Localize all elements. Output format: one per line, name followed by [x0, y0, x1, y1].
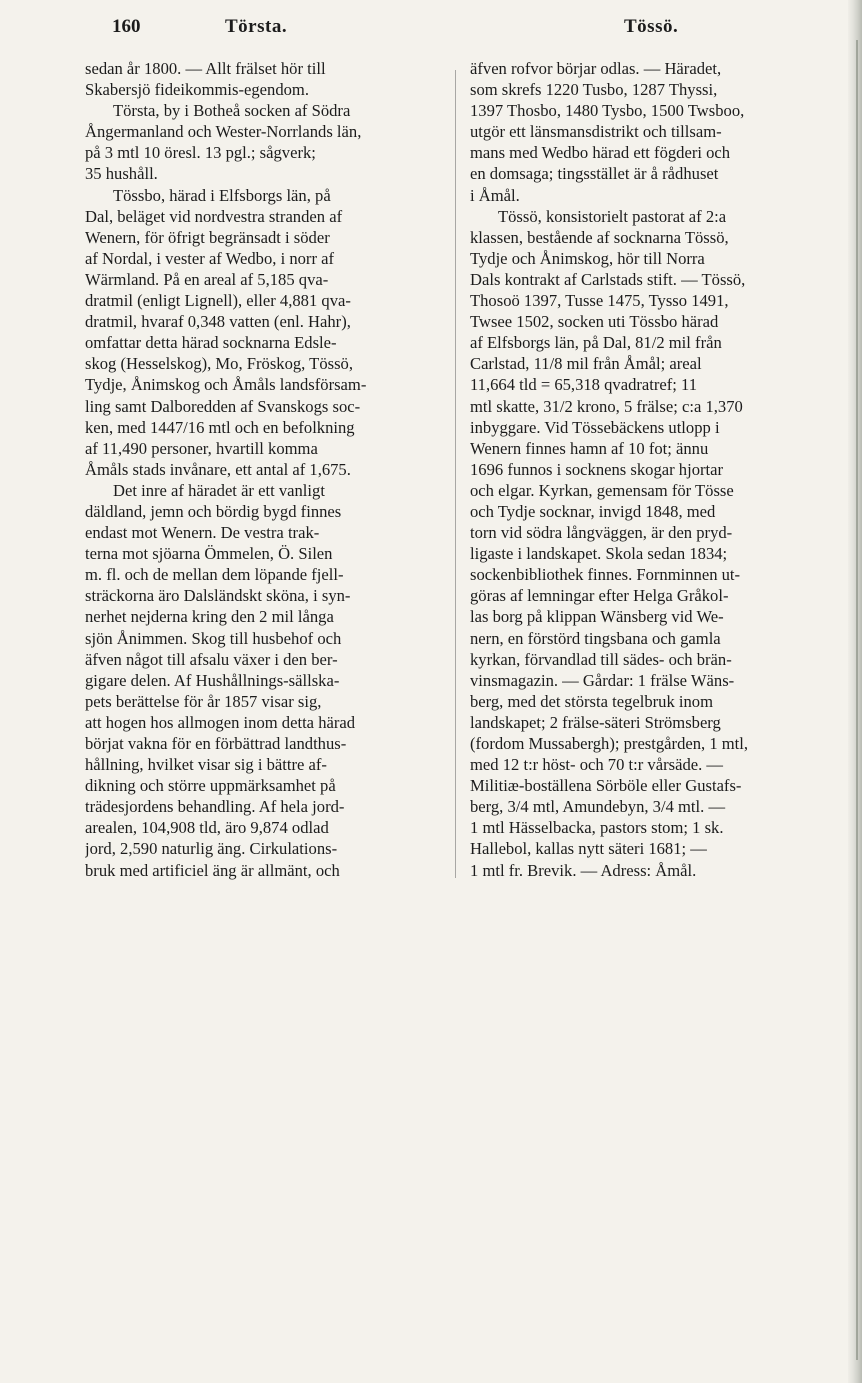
right-column-line: berg, 3/4 mtl, Amundebyn, 3/4 mtl. — — [470, 797, 726, 817]
right-column-line: göras af lemningar efter Helga Gråkol- — [470, 586, 729, 606]
right-column-line: af Elfsborgs län, på Dal, 81/2 mil från — [470, 333, 722, 353]
right-column-line: landskapet; 2 frälse-säteri Strömsberg — [470, 712, 721, 732]
left-column-line: Skabersjö fideikommis-egendom. — [85, 80, 309, 100]
right-column-line: Tössö, konsistorielt pastorat af 2:a — [498, 206, 727, 226]
left-column-line: af Nordal, i vester af Wedbo, i norr af — [85, 248, 335, 268]
running-head-left: Törsta. — [225, 16, 288, 37]
right-column-line: och Tydje socknar, invigd 1848, med — [470, 501, 716, 521]
left-column-line: börjat vakna för en förbättrad landthus- — [85, 734, 347, 753]
page-edge-line — [856, 40, 858, 1360]
left-column-line: på 3 mtl 10 öresl. 13 pgl.; sågverk; — [85, 143, 316, 163]
right-column-line: Thosoö 1397, Tusse 1475, Tysso 1491, — [470, 291, 729, 311]
left-column-line: pets berättelse för år 1857 visar sig, — [85, 691, 322, 711]
left-column-line: nerhet nejderna kring den 2 mil långa — [85, 607, 334, 627]
left-column-line: 35 hushåll. — [85, 164, 158, 184]
right-column-line: nern, en förstörd tingsbana och gamla — [470, 628, 721, 648]
right-column-line: mtl skatte, 31/2 krono, 5 frälse; c:a 1,370 — [470, 396, 743, 416]
right-column-line: sockenbibliothek finnes. Fornminnen ut- — [470, 565, 741, 585]
right-column-line: Carlstad, 11/8 mil från Åmål; areal — [470, 354, 702, 374]
right-column-line: ligaste i landskapet. Skola sedan 1834; — [470, 544, 728, 564]
left-column-line: skog (Hesselskog), Mo, Fröskog, Tössö, — [85, 354, 353, 374]
right-column-line: Dals kontrakt af Carlstads stift. — Tössö, — [470, 269, 746, 289]
right-column-line: Hallebol, kallas nytt säteri 1681; — — [470, 839, 707, 859]
left-column-line: Törsta, by i Botheå socken af Södra — [113, 101, 351, 121]
right-column-line: utgör ett länsmansdistrikt och tillsam- — [470, 122, 722, 142]
left-column-line: Tydje, Ånimskog och Åmåls landsförsam- — [85, 375, 367, 395]
right-column-line: som skrefs 1220 Tusbo, 1287 Thyssi, — [470, 80, 718, 100]
left-column-line: sedan år 1800. — Allt frälset hör till — [85, 59, 326, 78]
left-column-line: arealen, 104,908 tld, äro 9,874 odlad — [85, 818, 329, 838]
right-column-line: 1397 Thosbo, 1480 Tysbo, 1500 Twsboo, — [470, 101, 745, 121]
right-text-column — [470, 58, 822, 881]
right-column-line: Militiæ-boställena Sörböle eller Gustafs- — [470, 776, 742, 796]
left-column-line: däldland, jemn och bördig bygd finnes — [85, 501, 342, 521]
left-column-line: dikning och större uppmärksamhet på — [85, 776, 336, 796]
left-column-line: trädesjordens behandling. Af hela jord- — [85, 797, 345, 817]
right-column-line: Tydje och Ånimskog, hör till Norra — [470, 248, 705, 268]
left-column-line: m. fl. och de mellan dem löpande fjell- — [85, 565, 344, 585]
page-number: 160 — [112, 16, 141, 37]
right-column-line: inbyggare. Vid Tössebäckens utlopp i — [470, 417, 720, 437]
left-column-line: jord, 2,590 naturlig äng. Cirkulations- — [85, 839, 338, 859]
left-column-line: att hogen hos allmogen inom detta härad — [85, 712, 356, 732]
right-column-line: Wenern finnes hamn af 10 fot; ännu — [470, 438, 709, 458]
right-column-line: 1 mtl fr. Brevik. — Adress: Åmål. — [470, 860, 697, 880]
right-column-line: 1 mtl Hässelbacka, pastors stom; 1 sk. — [470, 818, 724, 838]
left-column-line: äfven något till afsalu växer i den ber- — [85, 649, 338, 669]
left-column-line: Tössbo, härad i Elfsborgs län, på — [113, 185, 331, 205]
left-column-line: terna mot sjöarna Ömmelen, Ö. Silen — [85, 544, 333, 564]
right-column-line: las borg på klippan Wänsberg vid We- — [470, 607, 724, 627]
right-column-line: mans med Wedbo härad ett fögderi och — [470, 143, 731, 163]
right-column-line: äfven rofvor börjar odlas. — Häradet, — [470, 59, 722, 78]
right-column-line: torn vid södra långväggen, är den pryd- — [470, 523, 733, 543]
right-column-line: 11,664 tld = 65,318 qvadratref; 11 — [470, 375, 698, 395]
right-column-line: vinsmagazin. — Gårdar: 1 frälse Wäns- — [470, 670, 735, 690]
running-head-right: Tössö. — [624, 16, 679, 37]
left-column-line: ling samt Dalboredden af Svanskogs soc- — [85, 396, 361, 416]
right-column-line: (fordom Mussabergh); prestgården, 1 mtl, — [470, 734, 749, 753]
left-column-line: hållning, hvilket visar sig i bättre af- — [85, 755, 327, 775]
left-column-line: Åmåls stads invånare, ett antal af 1,675. — [85, 459, 351, 479]
page-edge — [848, 0, 862, 1383]
page-header — [0, 14, 862, 40]
left-column-line: bruk med artificiel äng är allmänt, och — [85, 860, 340, 880]
left-column-line: gigare delen. Af Hushållnings-sällska- — [85, 670, 340, 690]
left-column-line: Det inre af häradet är ett vanligt — [113, 480, 325, 500]
right-column-line: kyrkan, förvandlad till sädes- och brän- — [470, 649, 732, 669]
left-column-line: omfattar detta härad socknarna Edsle- — [85, 333, 337, 353]
left-text-column — [85, 58, 435, 881]
left-column-line: af 11,490 personer, hvartill komma — [85, 438, 318, 458]
left-column-line: Wärmland. På en areal af 5,185 qva- — [85, 269, 329, 289]
left-column-line: Ångermanland och Wester-Norrlands län, — [85, 122, 362, 142]
left-column-line: dratmil, hvaraf 0,348 vatten (enl. Hahr), — [85, 312, 351, 332]
left-column-line: dratmil (enligt Lignell), eller 4,881 qva- — [85, 291, 351, 311]
right-column-line: och elgar. Kyrkan, gemensam för Tösse — [470, 480, 734, 500]
right-column-line: i Åmål. — [470, 185, 520, 205]
right-column-line: en domsaga; tingsstället är å rådhuset — [470, 164, 719, 184]
left-column-line: Dal, beläget vid nordvestra stranden af — [85, 206, 343, 226]
right-column-line: 1696 funnos i socknens skogar hjortar — [470, 459, 724, 479]
left-column-line: sträckorna äro Dalsländskt sköna, i syn- — [85, 586, 351, 606]
right-column-line: klassen, bestående af socknarna Tössö, — [470, 227, 729, 247]
right-column-line: berg, med det största tegelbruk inom — [470, 691, 714, 711]
left-column-line: ken, med 1447/16 mtl och en befolkning — [85, 417, 355, 437]
right-column-line: med 12 t:r höst- och 70 t:r vårsäde. — — [470, 755, 723, 775]
right-column-line: Twsee 1502, socken uti Tössbo härad — [470, 312, 719, 332]
column-divider — [455, 70, 456, 878]
left-column-line: endast mot Wenern. De vestra trak- — [85, 523, 320, 543]
left-column-line: Wenern, för öfrigt begränsadt i söder — [85, 227, 330, 247]
left-column-line: sjön Ånimmen. Skog till husbehof och — [85, 628, 342, 648]
